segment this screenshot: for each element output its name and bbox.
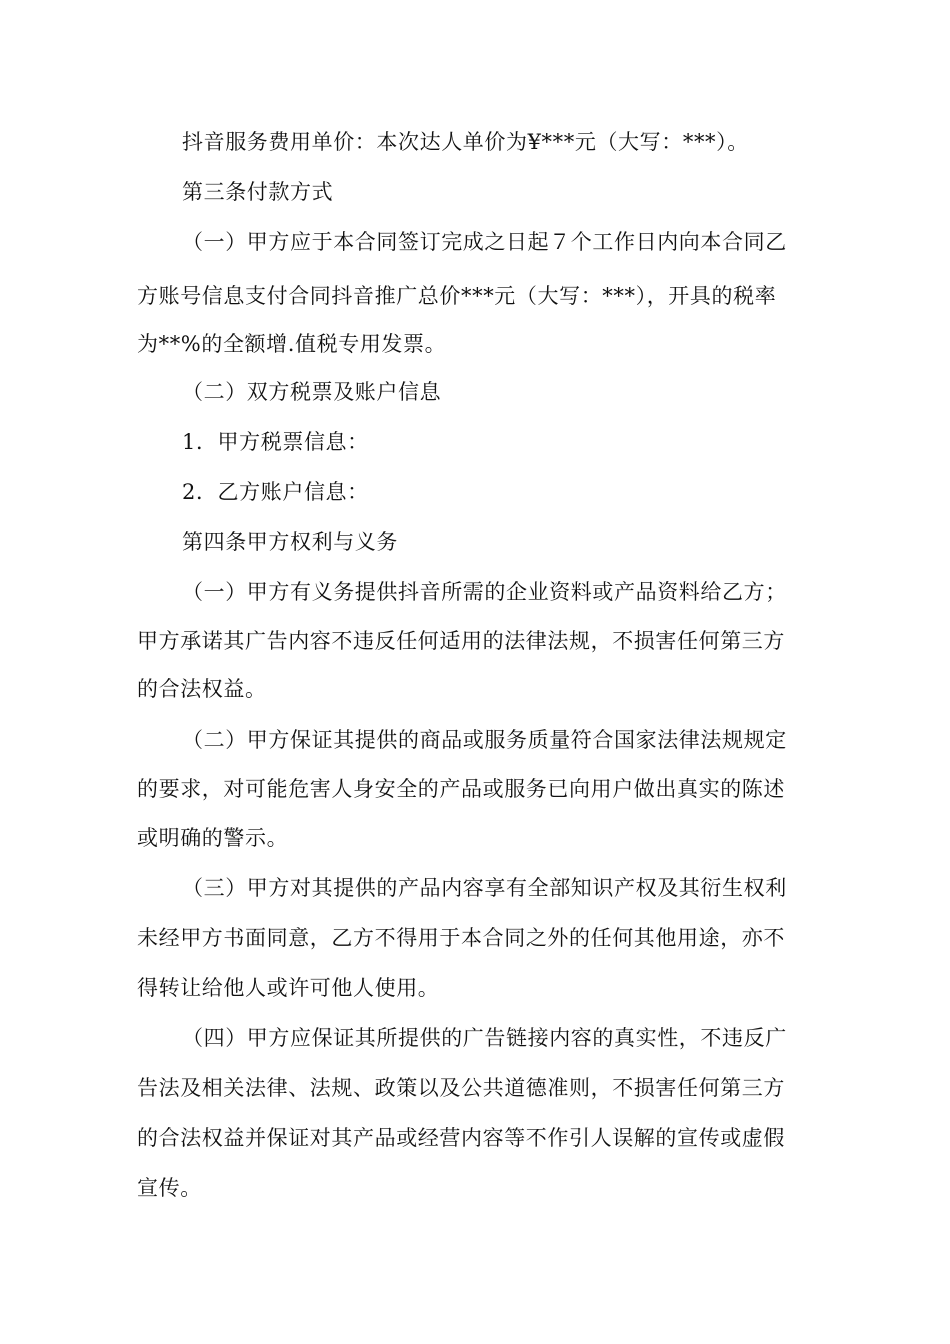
heading-article-4: 第四条甲方权利与义务 xyxy=(182,530,398,554)
paragraph-4-2-line-2: 的要求，对可能危害人身安全的产品或服务已向用户做出真实的陈述 xyxy=(137,777,785,801)
paragraph-4-3-line-1: （三）甲方对其提供的产品内容享有全部知识产权及其衍生权利 xyxy=(182,876,787,900)
paragraph-3-2: （二）双方税票及账户信息 xyxy=(182,380,442,404)
heading-article-3: 第三条付款方式 xyxy=(182,180,334,204)
paragraph-4-4-line-1: （四）甲方应保证其所提供的广告链接内容的真实性，不违反广 xyxy=(182,1026,787,1050)
paragraph-4-3-line-2: 未经甲方书面同意，乙方不得用于本合同之外的任何其他用途，亦不 xyxy=(137,926,785,950)
paragraph-4-2-line-1: （二）甲方保证其提供的商品或服务质量符合国家法律法规规定 xyxy=(182,728,787,752)
paragraph-4-4-line-3: 的合法权益并保证对其产品或经营内容等不作引人误解的宣传或虚假 xyxy=(137,1126,785,1150)
paragraph-3-1-line-3: 为**%的全额增.值税专用发票。 xyxy=(137,332,447,356)
paragraph-4-3-line-3: 得转让给他人或许可他人使用。 xyxy=(137,976,440,1000)
paragraph-4-1-line-1: （一）甲方有义务提供抖音所需的企业资料或产品资料给乙方； xyxy=(182,580,787,604)
paragraph-4-4-line-4: 宣传。 xyxy=(137,1176,202,1200)
paragraph-4-2-line-3: 或明确的警示。 xyxy=(137,826,289,850)
paragraph-4-1-line-2: 甲方承诺其广告内容不违反任何适用的法律法规，不损害任何第三方 xyxy=(137,629,785,653)
paragraph-4-1-line-3: 的合法权益。 xyxy=(137,677,267,701)
paragraph-4-4-line-2: 告法及相关法律、法规、政策以及公共道德准则，不损害任何第三方 xyxy=(137,1076,785,1100)
list-item-party-b-account: 2．乙方账户信息： xyxy=(182,480,369,504)
list-item-party-a-tax: 1．甲方税票信息： xyxy=(182,430,369,454)
paragraph-unit-price: 抖音服务费用单价：本次达人单价为¥***元（大写：***）。 xyxy=(182,130,749,154)
paragraph-3-1-line-1: （一）甲方应于本合同签订完成之日起７个工作日内向本合同乙 xyxy=(182,230,787,254)
paragraph-3-1-line-2: 方账号信息支付合同抖音推广总价***元（大写：***），开具的税率 xyxy=(137,284,777,308)
